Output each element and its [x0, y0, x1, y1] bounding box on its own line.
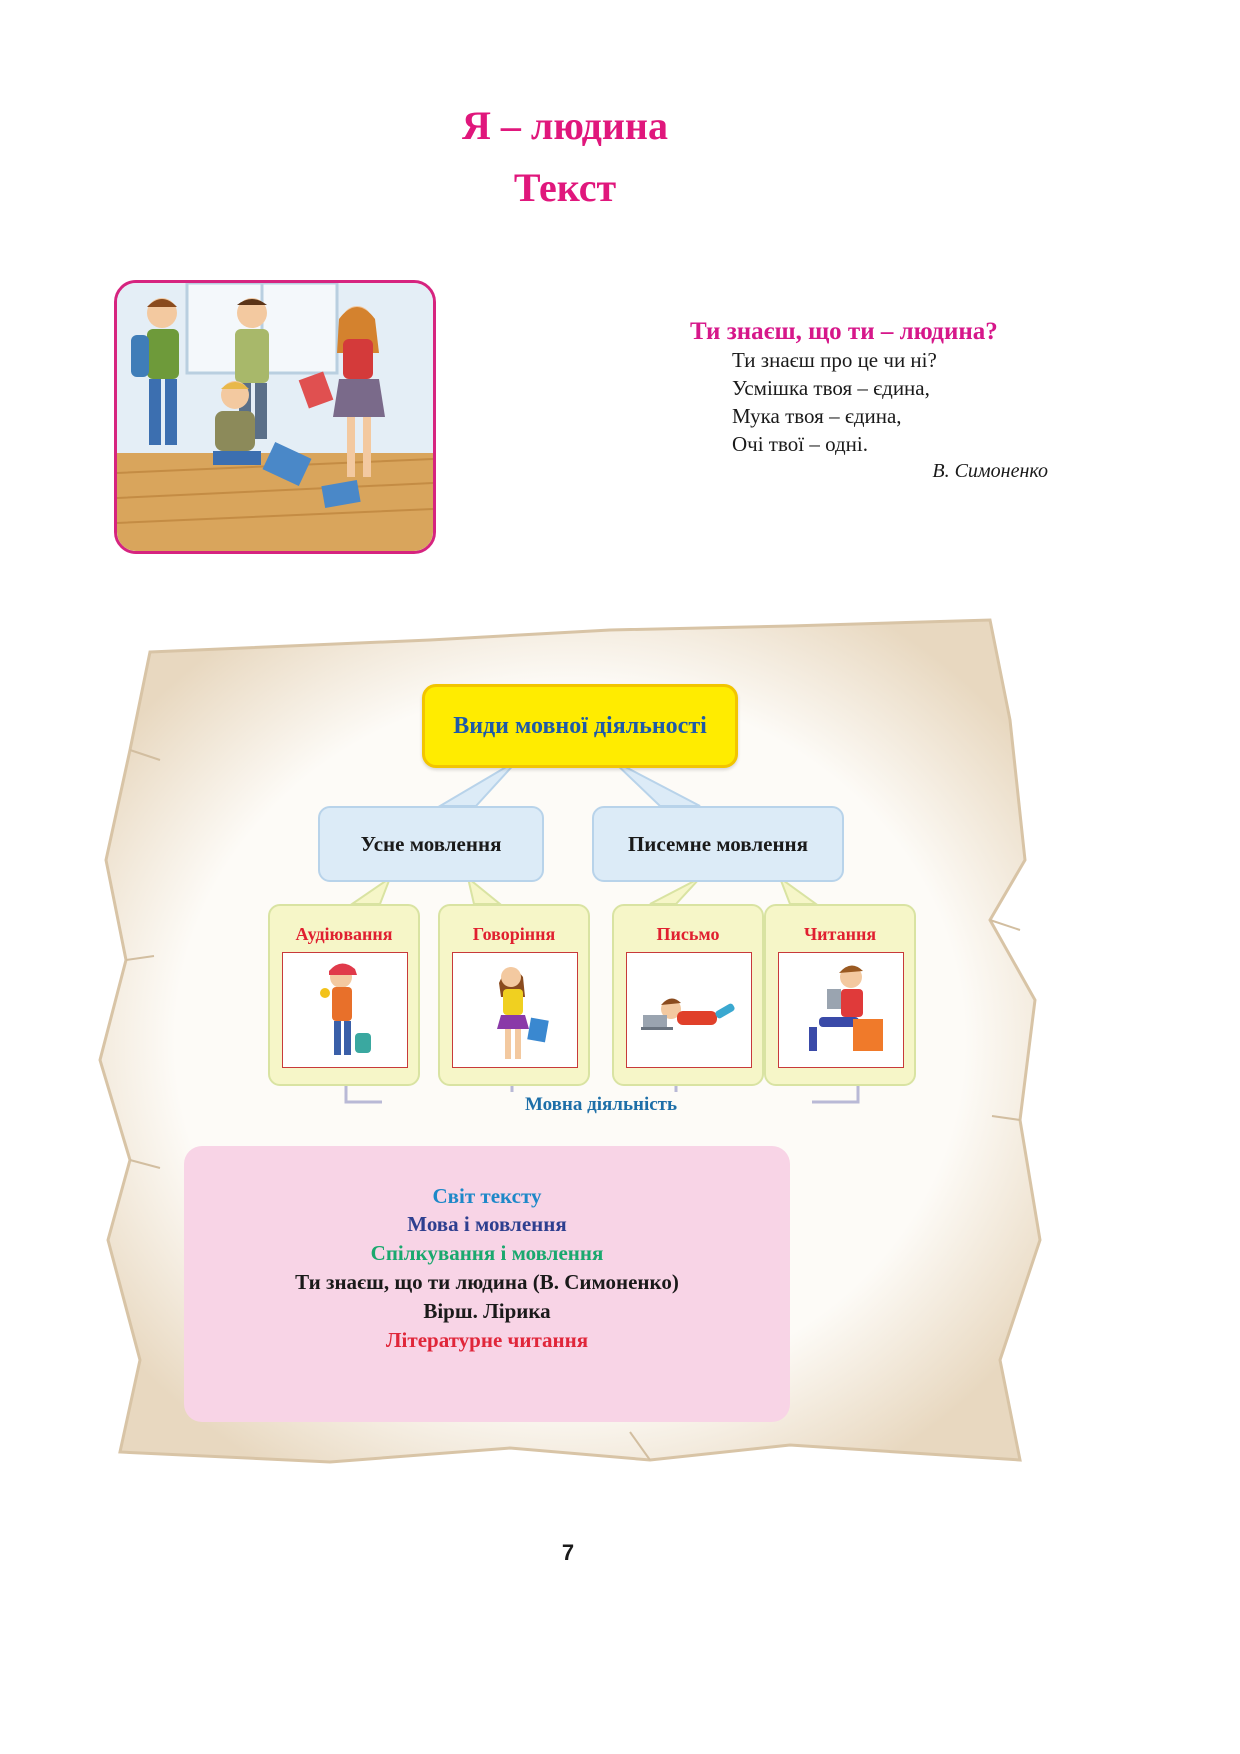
activity-card-reading	[764, 904, 916, 1086]
boy-reading-tablet-icon	[778, 952, 904, 1068]
activity-card-writing	[612, 904, 764, 1086]
poem-title: Ти знаєш, що ти – людина?	[690, 318, 998, 345]
activity-label: Говоріння	[472, 924, 556, 944]
page-subtitle: Текст	[513, 165, 617, 210]
activity-label: Читання	[803, 924, 877, 944]
activity-card-speaking	[438, 904, 590, 1086]
page-number: 7	[561, 1540, 575, 1565]
diagram-branch-oral: Усне мовлення	[318, 806, 544, 882]
topic-line: Мова і мовлення	[407, 1212, 567, 1236]
diagram-branch-written: Писемне мовлення	[592, 806, 844, 882]
topic-line: Ти знаєш, що ти людина (В. Симоненко)	[295, 1270, 679, 1294]
children-illustration	[114, 280, 436, 554]
girl-talking-phone-icon	[452, 952, 578, 1068]
diagram-root: Види мовної діяльності	[422, 684, 738, 768]
topic-line: Вірш. Лірика	[423, 1299, 551, 1323]
diagram-footer-label: Мовна діяльність	[524, 1094, 678, 1115]
topic-line: Світ тексту	[432, 1184, 542, 1208]
activity-card-listening	[268, 904, 420, 1086]
page-title: Я – людина	[462, 103, 668, 148]
activity-label: Аудіювання	[295, 924, 393, 944]
children-classroom-illustration	[117, 283, 433, 551]
poem-author: В. Симоненко	[932, 460, 1048, 482]
poem-line: Очі твої – одні.	[732, 432, 868, 456]
girl-listening-headphones-icon	[282, 952, 408, 1068]
poem-line: Ти знаєш про це чи ні?	[732, 348, 937, 372]
topics-box	[184, 1146, 790, 1422]
poem-block	[690, 318, 1050, 483]
topic-line: Спілкування і мовлення	[370, 1241, 604, 1265]
topic-line: Літературне читання	[385, 1328, 589, 1352]
poem-line: Усмішка твоя – єдина,	[732, 376, 930, 400]
boy-lying-laptop-icon	[626, 952, 752, 1068]
poem-line: Мука твоя – єдина,	[732, 404, 902, 428]
activity-label: Письмо	[656, 924, 720, 944]
